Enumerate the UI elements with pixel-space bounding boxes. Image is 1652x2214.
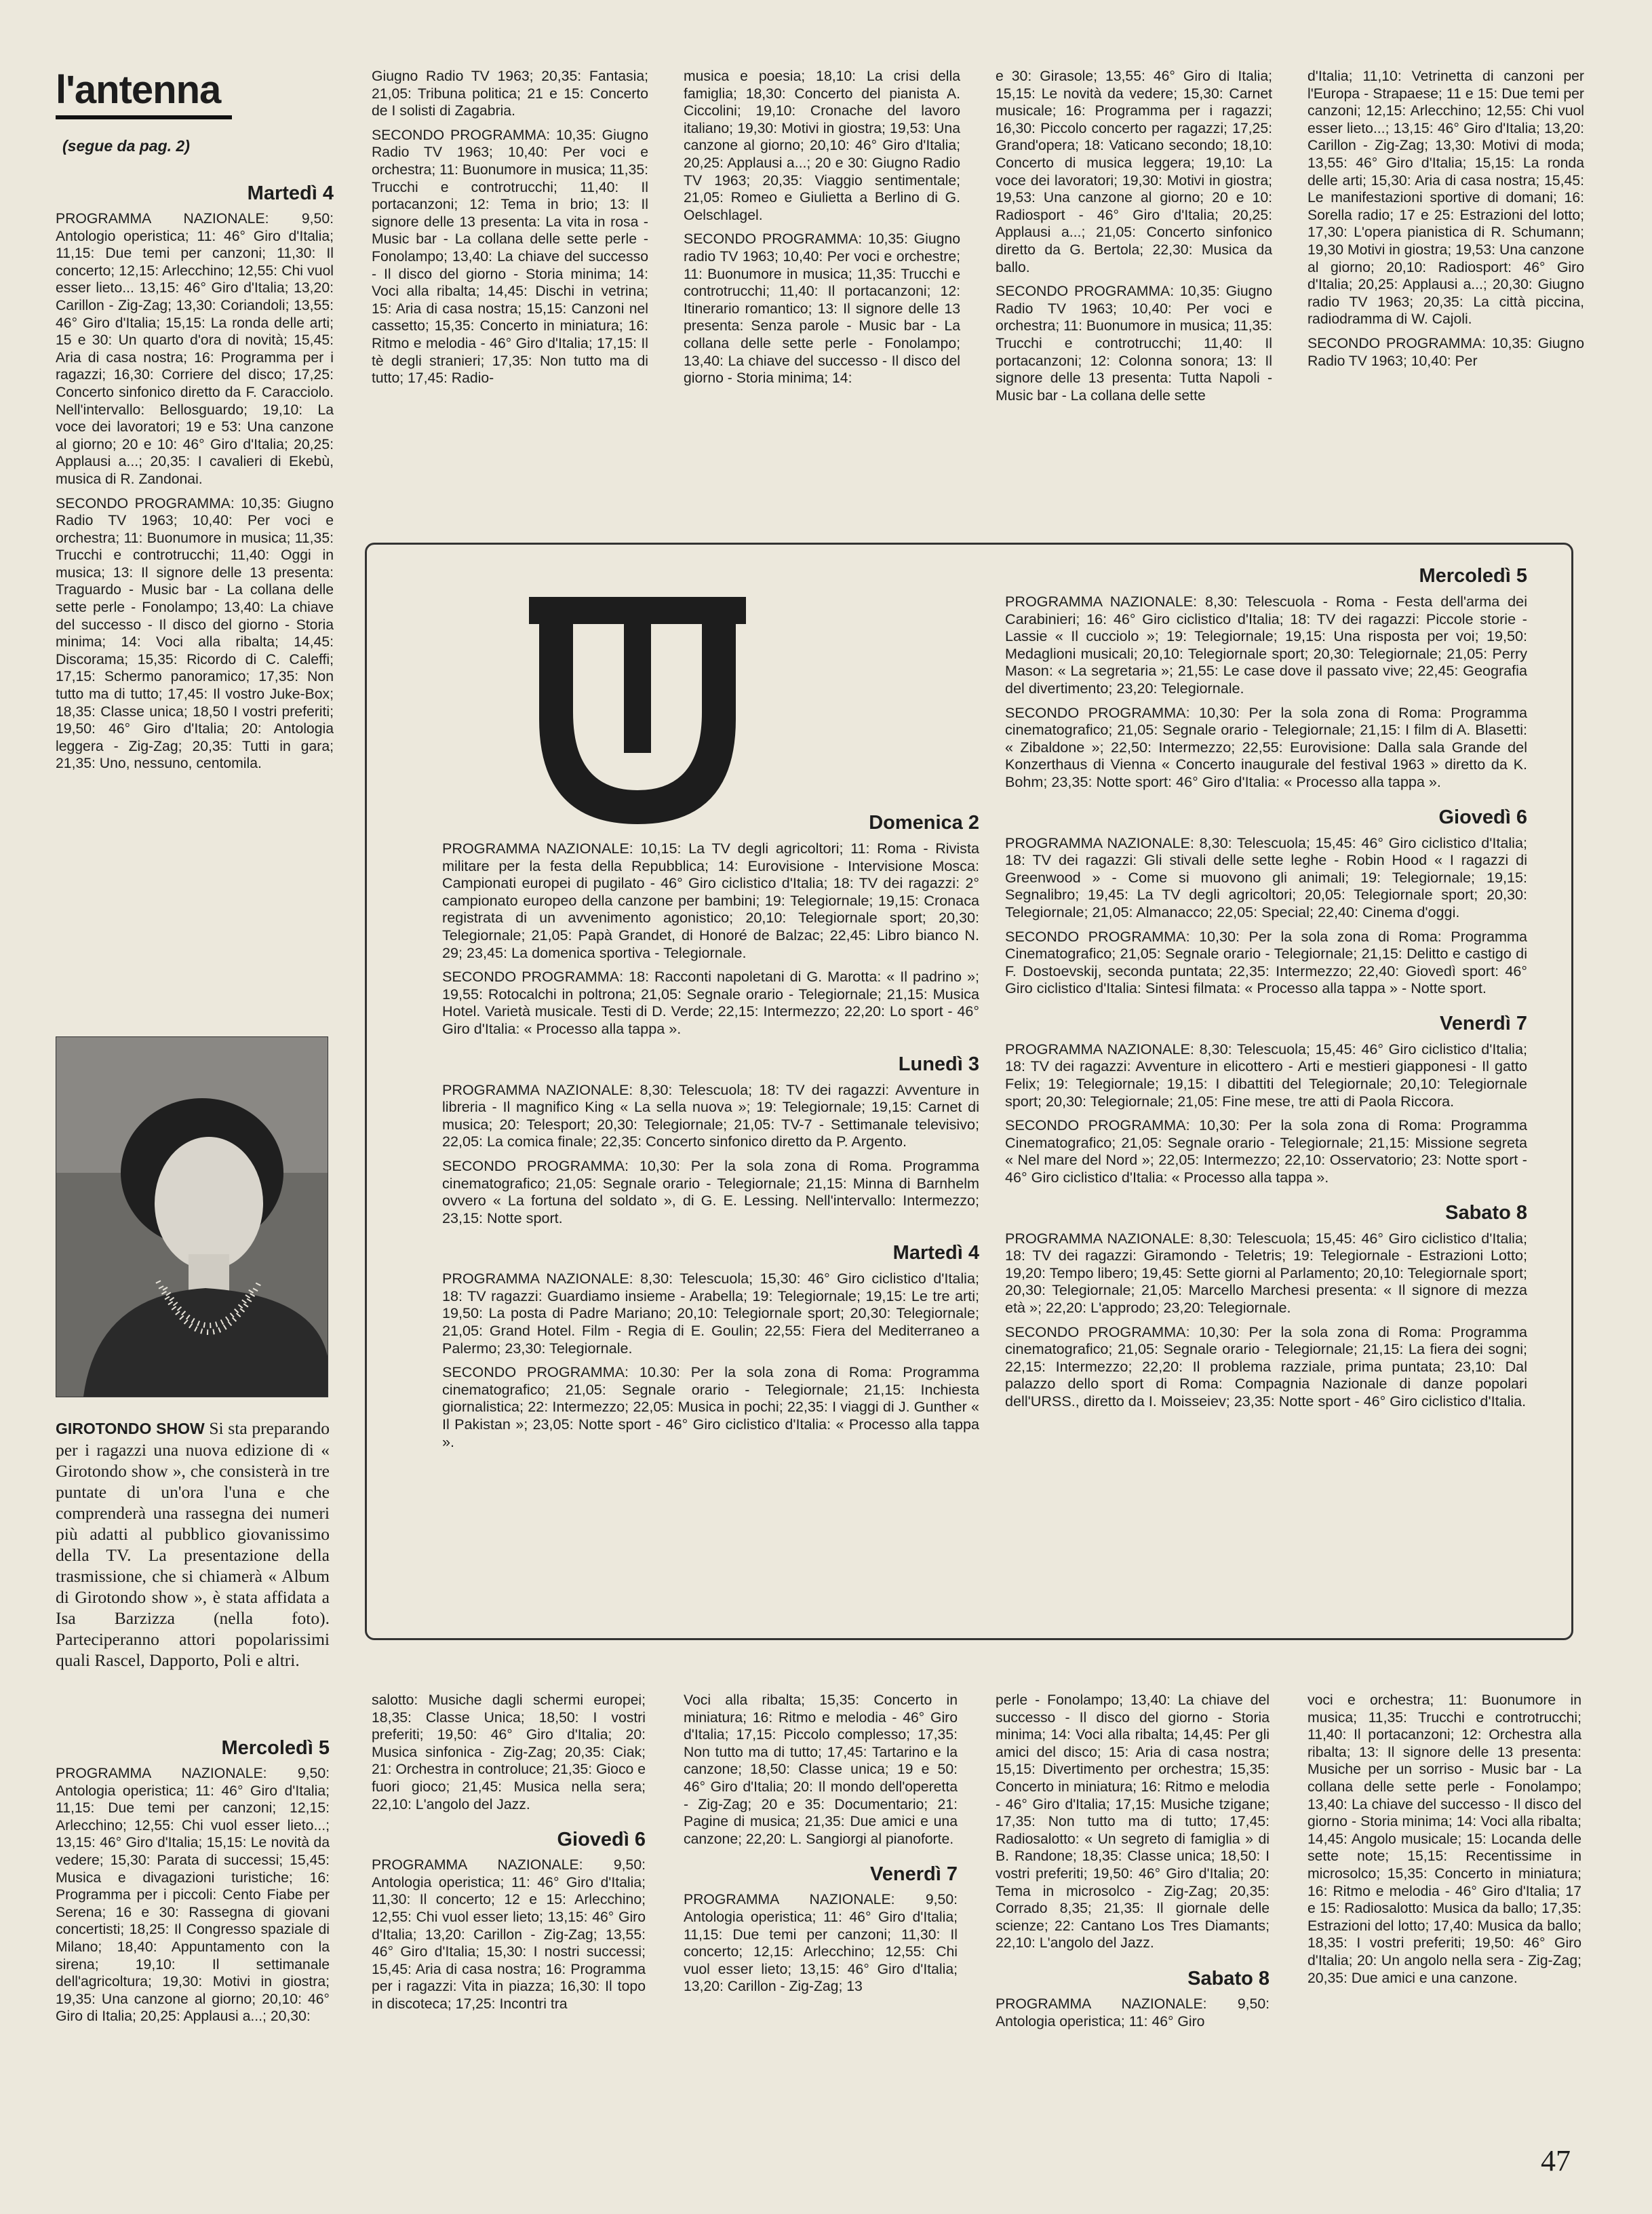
caption-title: GIROTONDO SHOW [56,1420,205,1437]
tv-col-left [442,811,979,1450]
caption-text: Si sta preparando per i ragazzi una nuova edizione di « Girotondo show », che consisterà in tre puntate di un'ora l'una e che comprenderà una rassegna dei numeri più adatti al pubblico giovanissimo della TV. La presentazione della trasmissione, che si chiamerà « Album di Girotondo show », è stata affidata a Isa Barzizza (nella foto). Parteciperanno attori popolarissimi quali Rascel, Dapporto, Poli e altri. [56,1418,330,1670]
photo-isa-barzizza [56,1036,328,1397]
radio-listing: PROGRAMMA NAZIONALE: 9,50: Antologia operistica; 11: 46° Giro d'Italia; 11,30: Il concerto; 12 e 15: Arlecchino; 12,55: Chi vuol esser lieto; 13,15: 46° Giro d'Italia; 13,20: Carillon - Zig-Zag; 13,55: 46° Giro d'Italia; 15,30: I nostri successi; 15,45: Aria di casa nostra; 16: Programma per i ragazzi: Vita in piazza; 16,30: Il topo in discoteca; 17,25: Incontri tra [372,1857,646,2012]
radio-top-col-4 [996,68,1272,404]
radio-top-col-2 [372,68,648,387]
tv-day-heading: Lunedì 3 [898,1053,979,1075]
tv-listing: PROGRAMMA NAZIONALE: 10,15: La TV degli agricoltori; 11: Roma - Rivista militare per la festa della Repubblica; 14: Eurovisione - Intervisione Mosca: Campionati europei di pugilato - 46° Giro ciclistico d'Italia; 18: TV dei ragazzi: 2° campionato europeo della canzone per bambini; 19: Telegiornale; 19,15: Cronaca registrata di un avvenimento agonistico; 20,10: Telegiornale sport; 20,30: Telegiornale; 21,05: Papà Grandet, di Honoré de Balzac; 22,45: Libro bianco N. 29; 23,45: La domenica sportiva - Telegiornale. [442,840,979,961]
tv-day-heading: Domenica 2 [869,812,979,834]
radio-listing: Giugno Radio TV 1963; 20,35: Fantasia; 21,05: Tribuna politica; 21 e 15: Concerto de I solisti di Zagabria. [372,69,648,119]
tv-logo [529,597,746,828]
tv-day-heading: Sabato 8 [1445,1201,1527,1224]
tv-listing: SECONDO PROGRAMMA: 10,30: Per la sola zona di Roma: Programma Cinematografico; 21,05: Segnale orario - Telegiornale; 21,15: Missione segreta « Nel mare del Nord »; 22,05: Intermezzo; 22,10: Osservatorio; 23: Notte sport - 46° Giro ciclistico d'Italia: « Processo alla tappa ». [1005,1116,1527,1186]
day-heading: Venerdì 7 [870,1863,958,1886]
radio-listing: SECONDO PROGRAMMA: 10,35: Giugno Radio TV 1963; 10,40: Per voci e orchestra; 11: Buonumore in musica; 11,35: Trucchi e controtrucchi; 11,40: Il portacanzoni; 12: Tema in brio; 13: Il signore delle 13 presenta: La vita in rosa - Music bar - La collana delle sette perle - Fonolampo; 13,40: La chiave del successo - Il disco del giorno - Storia minima; 14: Voci alla ribalta; 14,45: Dischi in vetrina; 15: Aria di casa nostra; 15,15: Canzoni nel cassetto; 15,35: Concerto in miniatura; 16: Ritmo e melodia - 46° Giro d'Italia; 17,15: Il tè degli stranieri; 17,35: Non tutto ma di tutto; 17,45: Radio- [372,127,648,387]
radio-listing: PROGRAMMA NAZIONALE: 9,50: Antologia operistica; 11: 46° Giro d'Italia; 11,15: Due temi per canzoni; 11,30: Il concerto; 12,15: Arlecchino; 12,55: Chi vuol esser lieto; 13,15: 46° Giro d'Italia; 13,20: Carillon - Zig-Zag; 13 [684,1892,958,1995]
radio-listing: SECONDO PROGRAMMA: 10,35: Giugno Radio TV 1963; 10,40: Per voci e orchestra; 11: Buonumore in musica; 11,35: Trucchi e controtrucchi; 11,40: Il portacanzoni; 12: Colonna sonora; 13: Il signore delle 13 presenta: Tutta Napoli - Music bar - La collana delle sette [996,284,1272,404]
tv-day-heading: Martedì 4 [892,1242,979,1264]
radio-bottom-col-2 [372,1692,646,2013]
radio-listing: voci e orchestra; 11: Buonumore in musica; 11,35: Trucchi e controtrucchi; 11,40: Il portacanzoni; 12: Orchestra alla ribalta; 13: Il signore delle 13 presenta: Musiche per un sorriso - Music bar - La collana delle sette perle - Fonolampo; 13,40: La chiave del successo - Il disco del giorno - Storia minima; 14: Voci alla ribalta; 14,45: Angolo musicale; 15: Locanda delle sette note; 15,15: Recentissime in microsolco; 15,35: Concerto in miniatura; 16: Ritmo e melodia - 46° Giro d'Italia; 17 e 15: Radiosalotto: Musica da ballo; 17,35: Estrazioni del lotto; 17,40: Musica da ballo; 18,35: I vostri preferiti; 19,50: 46° Giro d'Italia; 20: Un angolo nella sera - Zig-Zag; 20,35: Due amici e una canzone. [1307,1692,1581,1986]
radio-top-col-1 [56,182,334,773]
radio-listing: PROGRAMMA NAZIONALE: 9,50: Antologio operistica; 11: 46° Giro d'Italia; 11,15: Due temi per canzoni; 11,30: Il concerto; 12,15: Arlecchino; 12,55: Chi vuol esser lieto... 13,15: 46° Giro d'Italia; 13,20: Carillon - Zig-Zag; 13,30: Coriandoli; 13,55: 46° Giro d'Italia; 15,15: La ronda delle arti; 15 e 30: Un quarto d'ora di novità; 15,45: Aria di casa nostra; 16: Programma per i ragazzi; 16,30: Corriere del disco; 17,25: Concerto sinfonico diretto da F. Caracciolo. Nell'intervallo: Bellosguardo; 19,10: La voce dei lavoratori; 19 e 53: Una canzone al giorno; 20 e 10: 46° Giro d'Italia; 20,25: Applausi a...; 20,35: I cavalieri di Ekebù, musica di R. Zandonai. [56,211,334,487]
day-heading: Mercoledì 5 [221,1737,330,1759]
tv-col-right [1005,564,1527,1410]
photo-caption [56,1418,330,1671]
tv-listing: PROGRAMMA NAZIONALE: 8,30: Telescuola; 15,30: 46° Giro ciclistico d'Italia; 18: TV ragazzi: Guardiamo insieme - Arabella; 19: Telegiornale; 19,15: Le tre arti; 19,50: La posta di Padre Mariano; 20,10: Telegiornale sport; 20,30: Telegiornale; 21,05: Grand Hotel. Film - Regia di E. Goulin; 22,55: Fiera del Mediterraneo a Palermo; 23,30: Telegiornale. [442,1270,979,1357]
page-title: l'antenna [56,68,232,119]
portrait-illustration [56,1037,328,1397]
radio-listing: SECONDO PROGRAMMA: 10,35: Giugno radio TV 1963; 10,40: Per voci e orchestre; 11: Buonumore in musica; 11,35: Trucchi e controtrucchi; 11,40: Il portacanzoni; 12: Itinerario romantico; 13: Il signore delle 13 presenta: Senza parole - Music bar - La collana delle sette perle - Fonolampo; 13,40: La chiave del successo - Il disco del giorno - Storia minima; 14: [684,231,960,387]
tv-listing: SECONDO PROGRAMMA: 10,30: Per la sola zona di Roma: Programma Cinematografico; 21,05: Segnale orario - Telegiornale; 21,15: Delitto e castigo di F. Dostoevskij, seconda puntata; 22,35: Intermezzo; 22,40: Giovedì sport: 46° Giro ciclistico d'Italia: Sintesi filmata: « Processo alla tappa » - Notte sport. [1005,927,1527,997]
radio-listing: e 30: Girasole; 13,55: 46° Giro di Italia; 15,15: Le novità da vedere; 15,30: Carnet musicale; 16: Programma per i ragazzi; 16,30: Piccolo concerto per ragazzi; 17,25: Grand'opera; 18: Vaticano secondo; 18,10: Concerto di musica leggera; 19,10: La voce dei lavoratori; 19,30: Motivi in giostra; 19,53: Una canzone al giorno; 20 e 10: Radiosport - 46° Giro d'Italia; 20,25: Applausi a...; 21,05: Concerto sinfonico diretto da G. Bertola; 22,30: Musica da ballo. [996,69,1272,275]
day-heading: Giovedì 6 [557,1829,646,1851]
radio-listing: PROGRAMMA NAZIONALE: 9,50: Antologia operistica; 11: 46° Giro [996,1996,1270,2030]
tv-listing: SECONDO PROGRAMMA: 10,30: Per la sola zona di Roma: Programma cinematografico; 21,05: Segnale orario - Telegiornale; 21,15: I film di A. Blasetti: « Zibaldone »; 22,50: Intermezzo; 22,55: Eurovisione: Dalla sala Grande del Konzerthaus di Vienna « Concerto inaugurale del festival 1963 » diretto da K. Bohm; 23,35: Notte sport: 46° Giro d'Italia: « Processo alla tappa ». [1005,703,1527,790]
radio-top-col-5 [1307,68,1584,370]
tv-day-heading: Venerdì 7 [1440,1012,1527,1034]
tv-listing: SECONDO PROGRAMMA: 10,30: Per la sola zona di Roma. Programma cinematografico; 21,05: Segnale orario - Telegiornale; 21,15: Minna di Barnhelm ovvero « La fortuna del soldato », di G. E. Lessing. Nell'intervallo: Intermezzo; 23,15: Notte sport. [442,1157,979,1226]
radio-listing: salotto: Musiche dagli schermi europei; 18,35: Classe Unica; 18,50: I vostri preferiti; 19,50: 46° Giro d'Italia; 20: Musica sinfonica - Zig-Zag; 20,35: Ciak; 21: Orchestra in controluce; 21,35: Gioco e fuori gioco; 21,45: Musica nella sera; 22,10: L'angolo del Jazz. [372,1692,646,1812]
tv-listing: PROGRAMMA NAZIONALE: 8,30: Telescuola; 15,45: 46° Giro ciclistico d'Italia; 18: TV dei ragazzi: Giramondo - Teletris; 19: Telegiornale - Estrazioni Lotto; 19,20: Tempo libero; 19,45: Sette giorni al Parlamento; 20,10: Telegiornale sport; 20,30: Telegiornale; 21,05: Marcello Marchesi presenta: « Il signore di mezza età »; 22,20: L'approdo; 23,20: Telegiornale. [1005,1229,1527,1316]
radio-listing: SECONDO PROGRAMMA: 10,35: Giugno Radio TV 1963; 10,40: Per voci e orchestra; 11: Buonumore in musica; 11,35: Trucchi e controtrucchi; 11,40: Oggi in musica; 13: Il signore delle 13 presenta: Traguardo - Music bar - La collana delle sette perle - Fonolampo; 13,40: La chiave del successo - Il disco del giorno - Storia minima; 14: Voci alla ribalta; 14,45: Discorama; 15,35: Ricordo di C. Caleffi; 17,15: Schermo panoramico; 17,35: Non tutto ma di tutto; 17,45: Il vostro Juke-Box; 18,35: Classe unica; 18,50 I vostri preferiti; 19,50: 46° Giro d'Italia; 20: Antologia leggera - Zig-Zag; 20,35: Tutti in gara; 21,35: Uno, nessuno, centomila. [56,495,334,772]
day-heading: Martedì 4 [247,182,334,204]
radio-listing: perle - Fonolampo; 13,40: La chiave del successo - Il disco del giorno - Storia minima; 14: Voci alla ribalta; 14,45: Per gli amici del disco; 15: Aria di casa nostra; 15,15: Divertimento per orchestra; 15,35: Concerto in miniatura; 16: Ritmo e melodia - 46° Giro d'Italia; 17,15: Musiche tzigane; 17,35: Non tutto ma di tutto; 17,45: Radiosalotto: « Un segreto di famiglia » di B. Randone; 18,35: Classe unica; 18,50: I vostri preferiti; 19,50: 46° Giro d'Italia; 20: Tema in microsolco - Zig-Zag; 20,35: Corrado 8,35; 21,35: Il giornale delle scienze; 22: Cantano Los Tres Diamants; 22,10: L'angolo del Jazz. [996,1692,1270,1951]
tv-listing: SECONDO PROGRAMMA: 10.30: Per la sola zona di Roma: Programma cinematografico; 21,05: Segnale orario - Telegiornale; 21,15: Inchiesta giornalistica; 22: Intermezzo; 22,05: Musica in pochi; 22,35: I viaggi di J. Gunther « Il Pakistan »; 23,05: Notte sport - 46° Giro ciclistico d'Italia: « Processo alla tappa ». [442,1363,979,1450]
tv-listing: SECONDO PROGRAMMA: 18: Racconti napoletani di G. Marotta: « Il padrino »; 19,55: Rotocalchi in poltrona; 21,05: Segnale orario - Telegiornale; 21,15: Musica Hotel. Varietà musicale. Testi di D. Verde; 22,15: Intermezzo; 22,20: Lo sport - 46° Giro d'Italia: « Processo alla tappa ». [442,968,979,1037]
tv-listing: PROGRAMMA NAZIONALE: 8,30: Telescuola; 15,45: 46° Giro ciclistico d'Italia; 18: TV dei ragazzi: Gli stivali delle sette leghe - Robin Hood « I ragazzi di Greenwood » - Come si muovono gli animali; 19: Telegiornale; 19,15: Segnalibro; 19,45: La TV degli agricoltori; 20,05: Telegiornale sport; 20,30: Telegiornale; 21,05: Almanacco; 22,05: Special; 22,40: Cinema d'oggi. [1005,834,1527,920]
radio-bottom-col-3 [684,1692,958,1996]
page-number: 47 [1541,2144,1571,2177]
radio-bottom-col-5 [1307,1692,1581,1987]
radio-top-col-3 [684,68,960,387]
radio-listing: PROGRAMMA NAZIONALE: 9,50: Antologia operistica; 11: 46° Giro d'Italia; 11,15: Due temi per canzoni; 12,15: Arlecchino; 12,55: Chi vuol esser lieto...; 13,15: 46° Giro d'Italia; 15,15: Le novità da vedere; 15,30: Parata di successi; 15,45: Musica e divagazioni turistiche; 16: Programma per i piccoli: Cento Fiabe per Serena; 16 e 30: Rassegna di giovani concertisti; 18,25: Il Congresso spaziale di Milano; 18,40: Appuntamento con la sirena; 19,10: Il settimanale dell'agricoltura; 19,30: Motivi in giostra; 19,35: Una canzone al giorno; 20,10: 46° Giro di Italia; 20,25: Applausi a...; 20,30: [56,1766,330,2025]
tv-listing: PROGRAMMA NAZIONALE: 8,30: Telescuola; 18: TV dei ragazzi: Avventure in libreria - Il magnifico King « La sella nuova »; 19: Telegiornale; 19,15: Carnet di musica; 20: Telesport; 20,30: Telegiornale; 21,05: TV-7 - Settimanale televisivo; 22,05: La comica finale; 22,35: Concerto sinfonico diretto da P. Argento. [442,1081,979,1150]
tv-day-heading: Giovedì 6 [1438,806,1527,828]
radio-bottom-col-1 [56,1736,330,2025]
tv-day-heading: Mercoledì 5 [1419,565,1527,587]
radio-listing: d'Italia; 11,10: Vetrinetta di canzoni per l'Europa - Strapaese; 11 e 15: Due temi per canzoni; 12,15: Arlecchino; 12,55: Chi vuol esser lieto...; 13,15: 46° Giro d'Italia; 13,20: Carillon - Zig-Zag; 13,30: Motivi di moda; 13,55: 46° Giro d'Italia; 15,15: La ronda delle arti; 15,30: Aria di casa nostra; 15,45: Le manifestazioni sportive di domani; 16: Sorella radio; 17 e 25: Estrazioni del lotto; 17,30: L'opera pianistica di R. Schumann; 19,30 Motivi in giostra; 19,53: Una canzone al giorno; 20,10: Radiosport: 46° Giro d'Italia; 20,25: Applausi a...; 20,30: Giugno radio TV 1963; 20,35: La città piccina, radiodramma di W. Cajoli. [1307,69,1584,328]
tv-listing: PROGRAMMA NAZIONALE: 8,30: Telescuola - Roma - Festa dell'arma dei Carabinieri; 16: 46° Giro ciclistico d'Italia; 18: TV dei ragazzi: Piccole storie - Lassie « Il cucciolo »; 19: Telegiornale; 19,15: Una risposta per voi; 19,50: Medaglioni musicali; 20,10: Telegiornale sport; 20,30: Telegiornale; 21,05: Perry Mason: « La segretaria »; 21,55: Le case dove il passato vive; 22,45: Geografia del divertimento; 23,20: Telegiornale. [1005,593,1527,697]
day-heading: Sabato 8 [1187,1967,1270,1989]
radio-listing: musica e poesia; 18,10: La crisi della famiglia; 18,30: Concerto del pianista A. Ciccolini; 19,10: Cronache del lavoro italiano; 19,30: Motivi in giostra; 19,53: Una canzone al giorno; 20,10: 46° Giro d'Italia; 20,25: Applausi a...; 20 e 30: Giugno Radio TV 1963; 20,35: Viaggio sentimentale; 21,05: Romeo e Giulietta a Berlino di G. Oelschlagel. [684,69,960,223]
continued-note: (segue da pag. 2) [62,137,190,155]
radio-listing: SECONDO PROGRAMMA: 10,35: Giugno Radio TV 1963; 10,40: Per [1307,335,1584,369]
tv-listing: PROGRAMMA NAZIONALE: 8,30: Telescuola; 15,45: 46° Giro ciclistico d'Italia; 18: TV dei ragazzi: Avventure in elicottero - Arti e mestieri giapponesi - Il gatto Felix; 19: Telegiornale; 19,15: I dibattiti del Telegiornale; 20,10: Telegiornale sport; 20,30: Telegiornale; 21,05: Fine mese, tre atti di Paola Riccora. [1005,1040,1527,1110]
radio-bottom-col-4 [996,1692,1270,2030]
tv-listing: SECONDO PROGRAMMA: 10,30: Per la sola zona di Roma: Programma cinematografico; 21,05: Segnale orario - Telegiornale; 21,15: La fiera dei sogni; 22,15: Intermezzo; 22,20: Il problema razziale, prima puntata; 23,10: Dal palazzo dello sport di Roma: Compagnia Nazionale di danze popolari dell'URSS., diretto da I. Moisseiev; 23,35: Notte sport - 46° Giro ciclistico d'Italia. [1005,1323,1527,1410]
radio-listing: Voci alla ribalta; 15,35: Concerto in miniatura; 16: Ritmo e melodia - 46° Giro d'Italia; 17,15: Piccolo complesso; 17,35: Non tutto ma di tutto; 17,45: Tartarino e la canzone; 18,50: Classe unica; 19 e 50: 46° Giro d'Italia; 20: Il mondo dell'operetta - Zig-Zag; 20 e 35: Documentario; 21: Pagine di musica; 21,35: Due amici e una canzone; 22,20: L. Sangiorgi al pianoforte. [684,1692,958,1847]
